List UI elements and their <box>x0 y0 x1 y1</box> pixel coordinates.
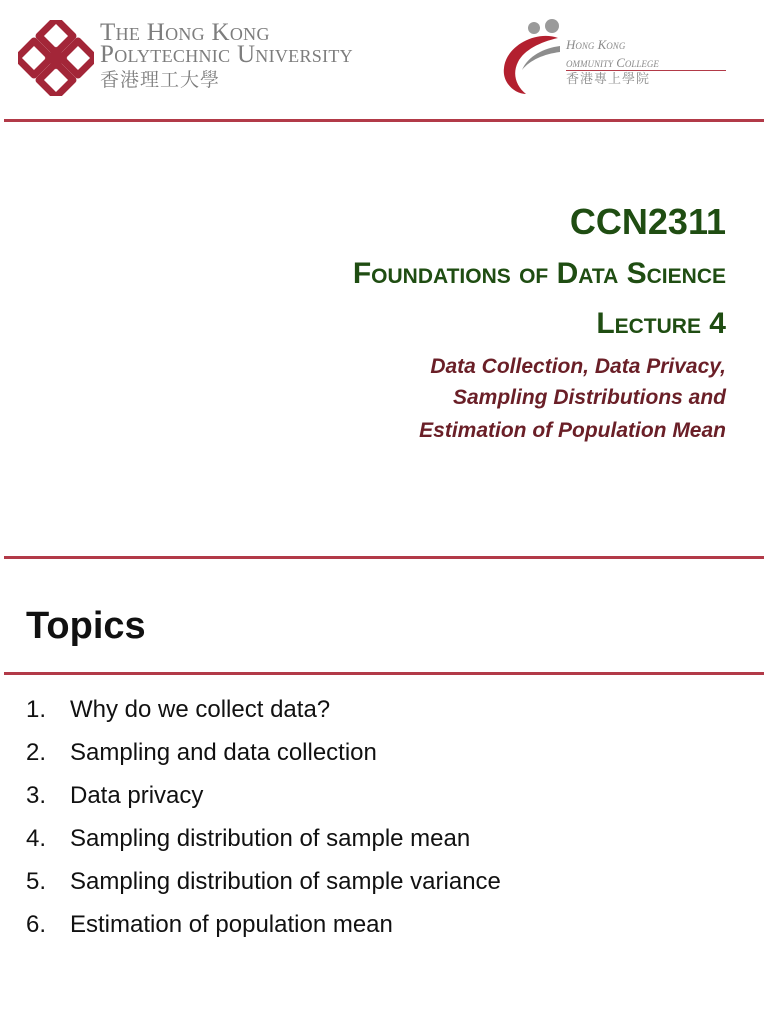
topic-item <box>26 860 746 903</box>
topic-label: Data privacy <box>70 782 204 809</box>
topics-divider <box>4 672 764 675</box>
polyu-name-line2: Polytechnic University <box>100 41 353 68</box>
topic-number: 3. <box>26 782 47 809</box>
header-divider <box>4 119 764 122</box>
topic-item <box>26 688 746 731</box>
topic-label: Sampling distribution of sample variance <box>70 868 501 895</box>
topic-number: 4. <box>26 825 47 852</box>
polyu-wordmark <box>100 19 420 92</box>
course-code: CCN2311 <box>569 201 726 242</box>
topic-label: Sampling distribution of sample mean <box>70 825 471 852</box>
lecture-subtitle-line: Sampling Distributions and <box>452 386 726 409</box>
topic-item <box>26 731 746 774</box>
polyu-name-line1: The Hong Kong <box>100 19 270 46</box>
topic-number: 1. <box>26 696 47 723</box>
hkcc-name-line2: ommunity College <box>566 55 659 70</box>
topics-list <box>26 688 746 946</box>
topic-item <box>26 817 746 860</box>
polyu-emblem-logo <box>18 20 94 96</box>
hkcc-wordmark <box>566 36 736 89</box>
topic-label: Why do we collect data? <box>70 696 331 723</box>
topics-heading: Topics <box>26 605 146 647</box>
lecture-subtitle-line: Data Collection, Data Privacy, <box>430 355 726 378</box>
topic-label: Estimation of population mean <box>70 911 393 938</box>
hkcc-name-line1: Hong Kong <box>566 37 626 52</box>
section-divider <box>4 556 764 559</box>
lecture-subtitle-line: Estimation of Population Mean <box>419 419 726 442</box>
hkcc-name-chinese: 香港專上學院 <box>566 72 651 87</box>
topic-number: 2. <box>26 739 47 766</box>
course-name: Foundations of Data Science <box>352 257 726 290</box>
topic-item <box>26 774 746 817</box>
topic-item <box>26 903 746 946</box>
lecture-number: Lecture 4 <box>596 307 726 340</box>
polyu-name-chinese: 香港理工大學 <box>100 69 221 91</box>
topic-number: 6. <box>26 911 47 938</box>
topic-number: 5. <box>26 868 47 895</box>
topic-label: Sampling and data collection <box>70 739 377 766</box>
hkcc-logo <box>496 16 566 96</box>
